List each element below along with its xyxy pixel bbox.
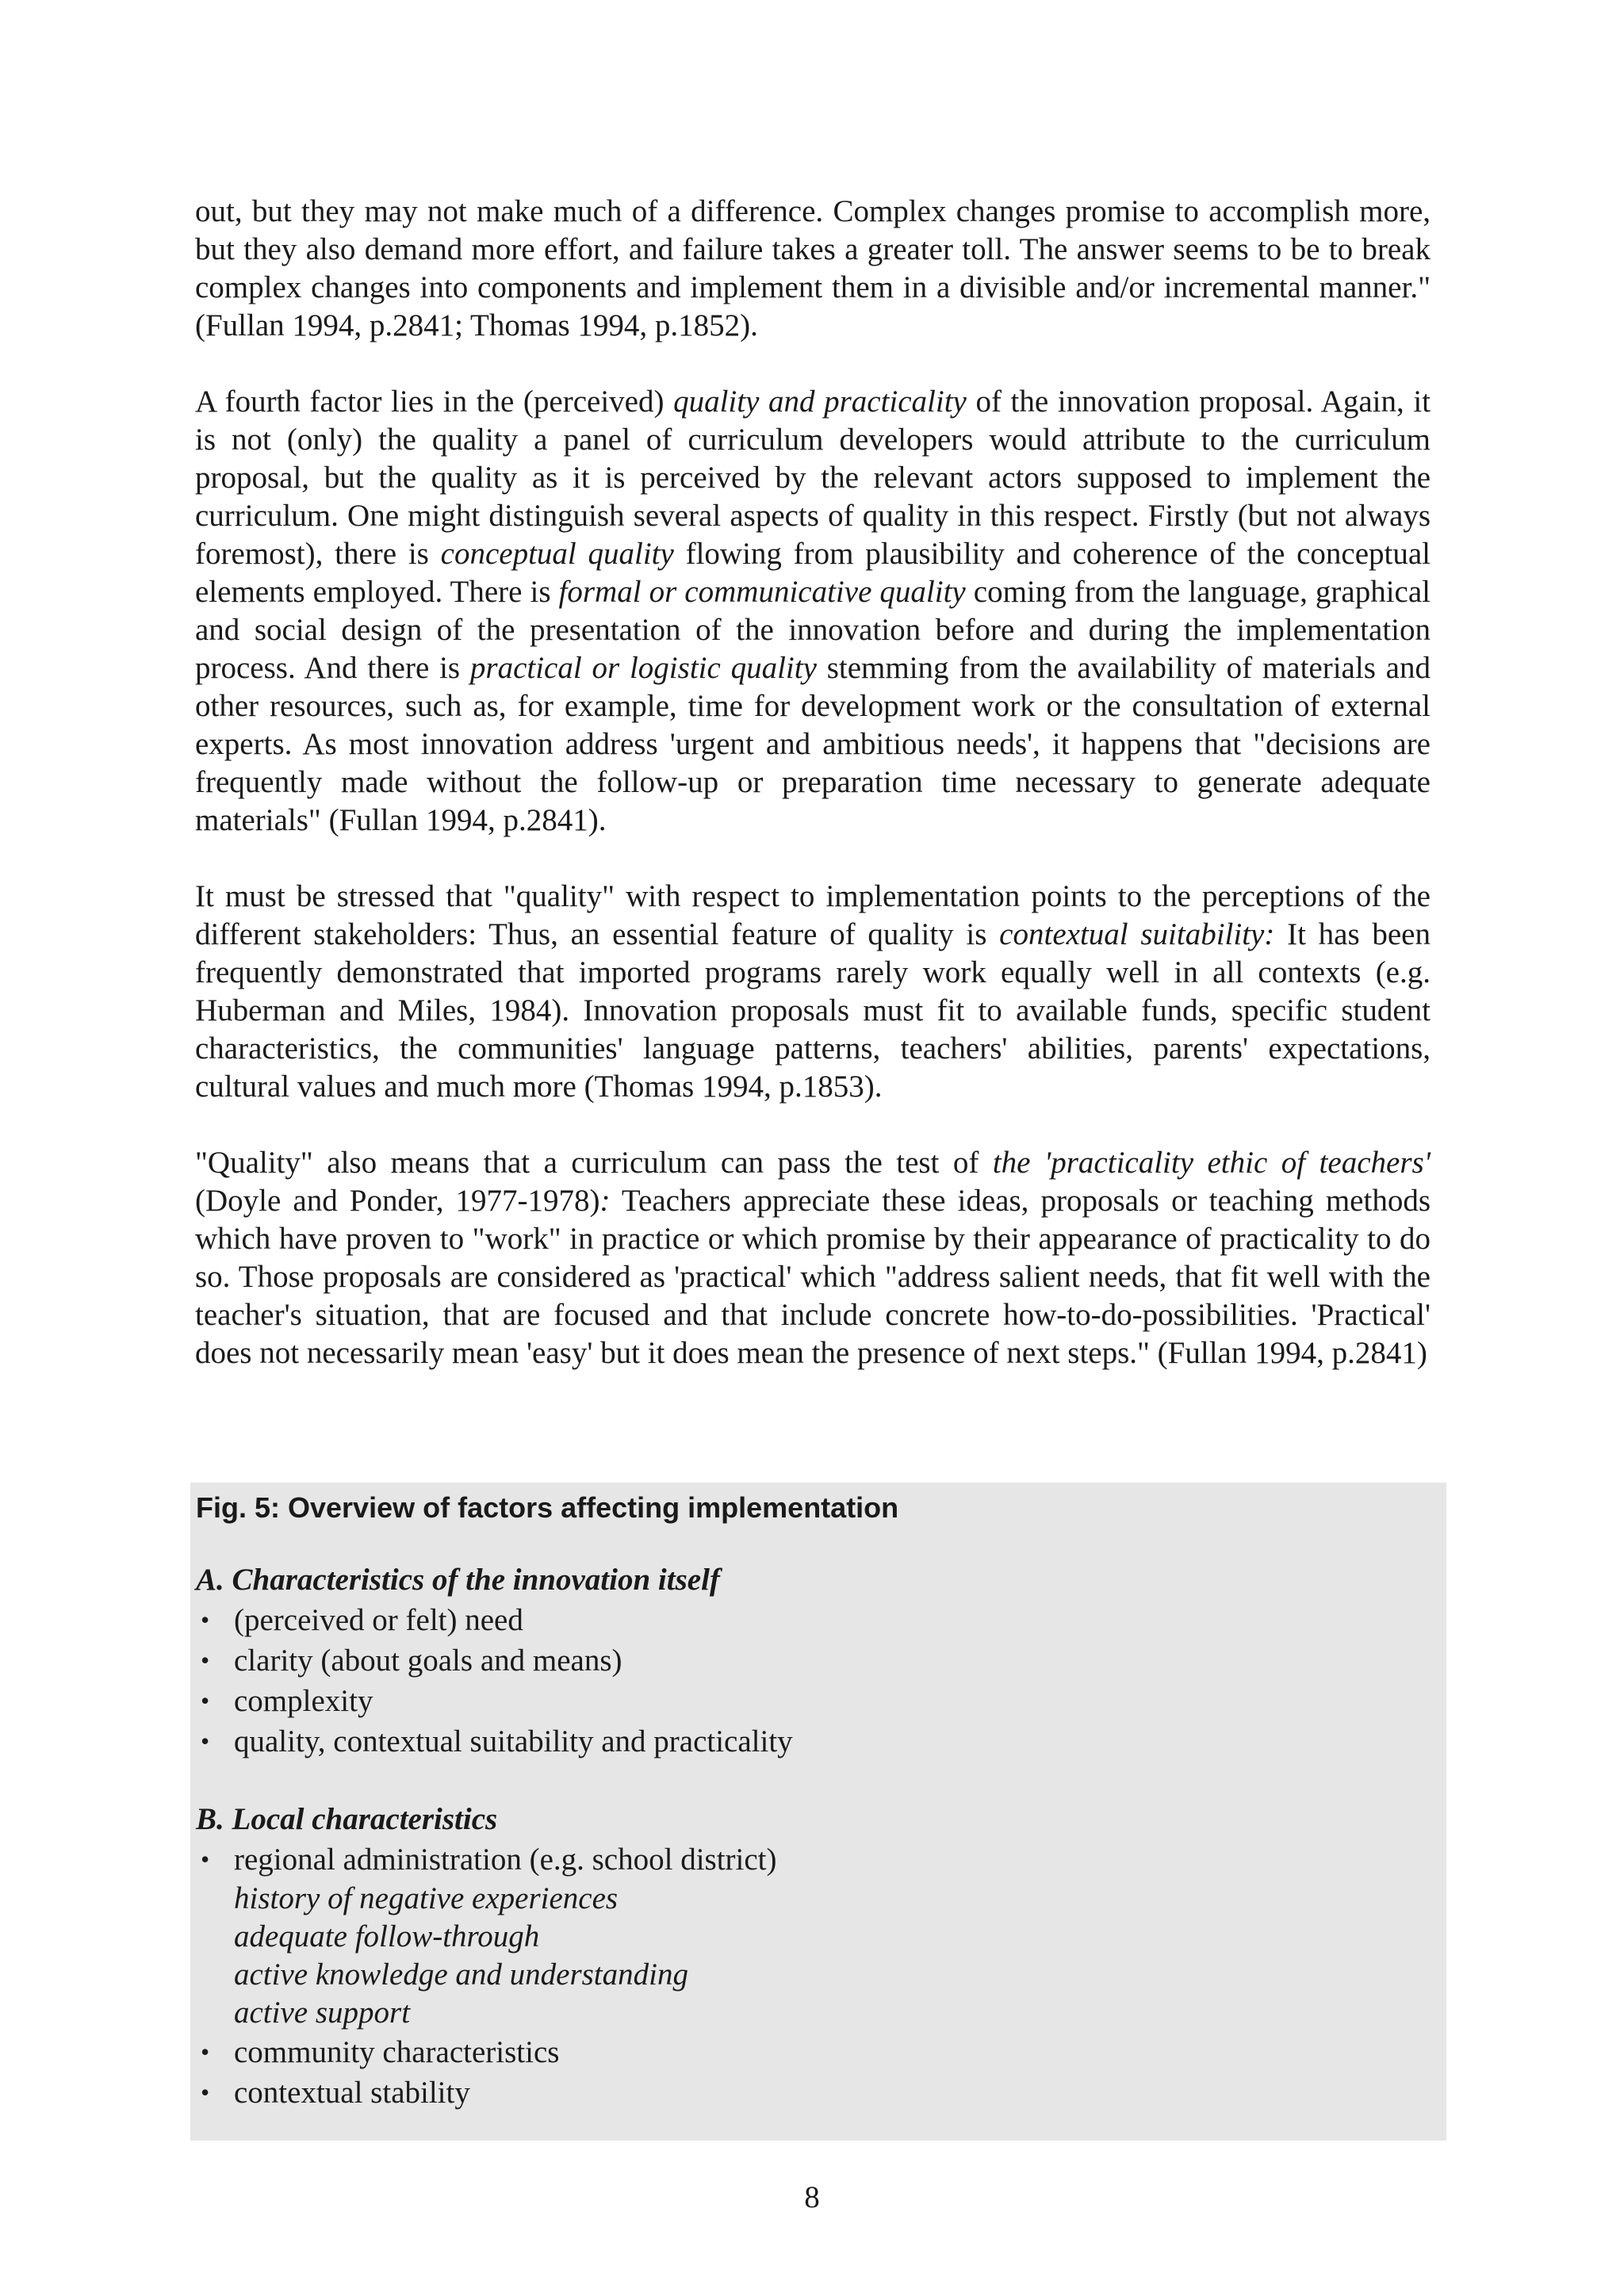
body-paragraph bbox=[195, 878, 1431, 1106]
sub-item: adequate follow-through bbox=[234, 1919, 540, 1954]
section-b-list bbox=[196, 1839, 1431, 1880]
list-item: • contextual stability bbox=[196, 2072, 1431, 2113]
body-paragraph bbox=[195, 1144, 1431, 1372]
figure-box bbox=[190, 1483, 1446, 2141]
figure-title: Fig. 5: Overview of factors affecting implementation bbox=[196, 1491, 899, 1524]
list-item: • regional administration (e.g. school district) bbox=[196, 1839, 1431, 1880]
text-run: Teachers appreciate these ideas, proposals or teaching methods which have proven to "work" in practice or which promise by their appearance of practicality to do so. Those proposals are considered as 'practical' which "address salient needs, that fit well with the teacher's situation, that are focused and that include concrete how-to-do-possibilities. 'Practical' does not necessarily mean 'easy' but it does mean the presence of next steps." (Fullan 1994, p.2841) bbox=[195, 1184, 1431, 1370]
body-text bbox=[195, 193, 1431, 1372]
emphasis-text: quality and practicality bbox=[673, 385, 967, 419]
bullet-icon: • bbox=[201, 1646, 210, 1674]
text-run: A fourth factor lies in the (perceived) bbox=[195, 385, 674, 419]
emphasis-text: the 'practicality ethic of teachers' bbox=[992, 1146, 1431, 1180]
section-b-heading: B. Local characteristics bbox=[196, 1802, 498, 1836]
text-run: coming from the language, graphical and social design of the presentation of the innovation before and during the implementation process. And there is bbox=[195, 575, 1431, 685]
section-b-list-continued bbox=[196, 2032, 1431, 2113]
list-item: • clarity (about goals and means) bbox=[196, 1640, 1431, 1681]
list-item: • quality, contextual suitability and practicality bbox=[196, 1721, 1431, 1762]
bullet-icon: • bbox=[201, 1727, 210, 1755]
body-paragraph bbox=[195, 383, 1431, 840]
section-a-heading: A. Characteristics of the innovation itself bbox=[196, 1563, 720, 1597]
emphasis-text: practical or logistic quality bbox=[469, 651, 817, 685]
sub-item: active knowledge and understanding bbox=[234, 1957, 688, 1992]
list-item: • (perceived or felt) need bbox=[196, 1600, 1431, 1640]
text-run: of the innovation proposal. Again, it is not (only) the quality a panel of curriculum developers would attribute to the curriculum proposal, but the quality as it is perceived by the relevant actors supposed to implement the curriculum. One might distinguish several aspects of quality in this respect. Firstly (but not always foremost), there is bbox=[195, 385, 1431, 571]
text-run: (Doyle and Ponder, 1977-1978) bbox=[195, 1184, 600, 1218]
emphasis-text: conceptual quality bbox=[440, 537, 674, 571]
text-run: flowing from plausibility and coherence of the conceptual elements employed. There is bbox=[195, 537, 1431, 609]
text-run: It must be stressed that "quality" with respect to implementation points to the perceptions of the different stakeholders: Thus, an essential feature of quality is bbox=[195, 879, 1431, 951]
body-paragraph bbox=[195, 193, 1431, 345]
emphasis-text: formal or communicative quality bbox=[558, 575, 966, 609]
text-run: out, but they may not make much of a difference. Complex changes promise to accomplish more, but they also demand more effort, and failure takes a greater toll. The answer seems to be to break complex changes into components and implement them in a divisible and/or incremental manner." (Fullan 1994, p.2841; Thomas 1994, p.1852). bbox=[195, 194, 1431, 342]
bullet-icon: • bbox=[201, 2038, 210, 2066]
text-run: stemming from the availability of materials and other resources, such as, for example, time for development work or the consultation of external experts. As most innovation address 'urgent and ambitious needs', it happens that "decisions are frequently made without the follow-up or preparation time necessary to generate adequate materials" (Fullan 1994, p.2841). bbox=[195, 651, 1431, 837]
text-run: It has been frequently demonstrated that imported programs rarely work equally well in all contexts (e.g. Huberman and Miles, 1984). Innovation proposals must fit to available funds, specific student characteristics, the communities' language patterns, teachers' abilities, parents' expectations, cultural values and much more (Thomas 1994, p.1853). bbox=[195, 917, 1431, 1104]
sub-item: active support bbox=[234, 1996, 411, 2030]
bullet-icon: • bbox=[201, 1605, 210, 1634]
text-run: "Quality" also means that a curriculum can pass the test of bbox=[195, 1146, 993, 1180]
bullet-icon: • bbox=[201, 2078, 210, 2107]
list-item: • community characteristics bbox=[196, 2032, 1431, 2072]
bullet-icon: • bbox=[201, 1686, 210, 1715]
section-a-list bbox=[196, 1600, 1431, 1762]
list-item: • complexity bbox=[196, 1681, 1431, 1721]
page-number: 8 bbox=[804, 2180, 820, 2214]
sub-item: history of negative experiences bbox=[234, 1881, 619, 1915]
bullet-icon: • bbox=[201, 1845, 210, 1873]
emphasis-text: : bbox=[599, 1184, 611, 1218]
emphasis-text: contextual suitability: bbox=[999, 917, 1275, 951]
